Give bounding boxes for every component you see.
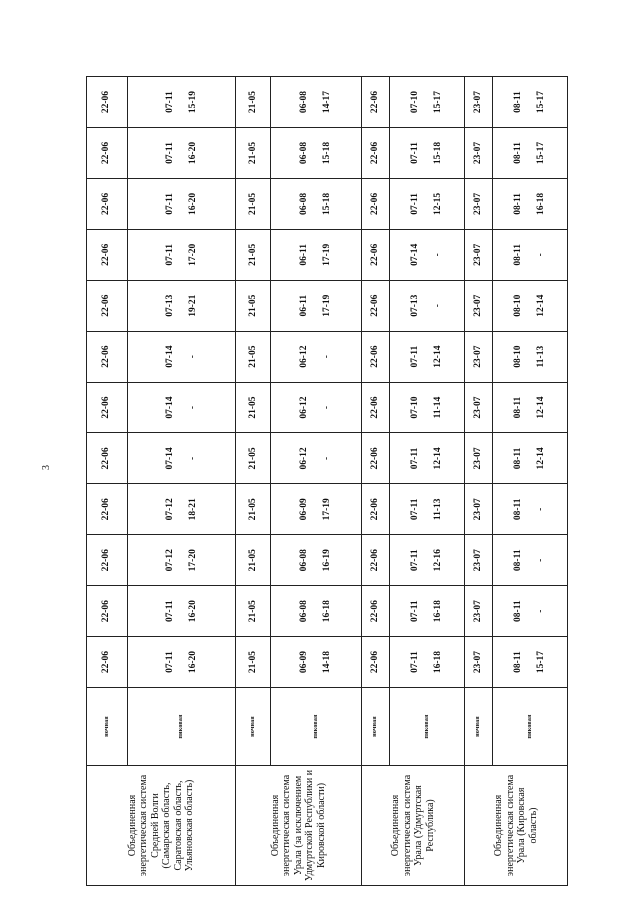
night-hours-cell: 22-06 [362,433,390,484]
peak-hours-cell [270,178,362,229]
tariff-table [86,76,568,886]
peak-evening-hours: - [187,405,198,410]
zone-label-peak: пиковая [390,688,465,766]
peak-morning-hours: 08-11 [513,91,524,113]
peak-evening-hours: 12-14 [536,447,547,470]
tariff-zones-table [86,76,568,886]
peak-evening-hours: - [433,253,444,257]
night-hours-cell: 22-06 [87,331,128,382]
peak-hours-cell [270,484,362,535]
peak-evening-hours: 11-13 [433,498,444,521]
peak-morning-hours: 08-11 [513,447,524,470]
peak-evening-hours: 16-20 [187,650,198,674]
peak-morning-hours: 07-12 [164,549,175,572]
night-hours-cell: 22-06 [87,128,128,179]
peak-hours-cell [127,229,235,280]
night-hours-cell: 22-06 [87,586,128,637]
night-hours-cell: 23-07 [465,586,493,637]
peak-evening-hours: 16-20 [187,600,198,623]
table-row-volga-night [87,77,128,886]
peak-morning-hours: 06-08 [299,549,310,572]
peak-morning-hours: 07-14 [410,243,421,266]
peak-hours-cell [127,77,235,128]
peak-evening-hours: 17-19 [322,498,332,521]
table-row-kirov-night [465,77,493,886]
peak-evening-hours: - [536,507,547,511]
peak-hours-cell [127,280,235,331]
peak-hours-cell [270,229,362,280]
night-hours-cell: 23-07 [465,433,493,484]
peak-hours-cell [270,535,362,586]
night-hours-cell: 21-05 [236,178,271,229]
peak-morning-hours: 08-11 [513,193,524,215]
table-row-ural-main-night [236,77,271,886]
peak-hours-cell [270,433,362,484]
peak-morning-hours: 07-11 [164,142,175,164]
peak-evening-hours: - [187,355,198,359]
peak-evening-hours: 15-17 [536,141,547,165]
peak-morning-hours: 08-11 [513,549,524,572]
peak-evening-hours: 15-18 [322,141,332,165]
peak-evening-hours: 14-18 [322,650,332,674]
peak-evening-hours: 15-18 [322,192,332,215]
peak-hours-cell [127,331,235,382]
peak-morning-hours: 07-11 [164,600,175,622]
night-hours-cell: 23-07 [465,637,493,688]
peak-hours-cell [493,229,568,280]
night-hours-cell: 23-07 [465,382,493,433]
peak-hours-cell [493,128,568,179]
peak-hours-cell [127,484,235,535]
night-hours-cell: 21-05 [236,637,271,688]
peak-morning-hours: 06-08 [299,141,310,165]
night-hours-cell: 22-06 [362,331,390,382]
peak-evening-hours: 18-21 [187,498,198,521]
peak-evening-hours: - [536,558,547,562]
night-hours-cell: 21-05 [236,280,271,331]
peak-morning-hours: 06-11 [299,243,310,266]
peak-evening-hours: 14-17 [322,90,332,114]
night-hours-cell: 21-05 [236,586,271,637]
peak-evening-hours: 12-15 [433,192,444,215]
peak-hours-cell [127,637,235,688]
peak-evening-hours: 16-18 [322,600,332,623]
night-hours-cell: 22-06 [87,280,128,331]
peak-evening-hours: 12-14 [433,345,444,368]
peak-evening-hours: 15-19 [187,90,198,114]
night-hours-cell: 23-07 [465,331,493,382]
peak-morning-hours: 06-12 [299,396,310,419]
peak-evening-hours: 12-14 [536,294,547,317]
peak-morning-hours: 07-11 [164,651,175,673]
night-hours-cell: 22-06 [362,280,390,331]
night-hours-cell: 21-05 [236,484,271,535]
peak-hours-cell [493,178,568,229]
peak-morning-hours: 07-14 [164,396,175,419]
peak-morning-hours: 07-11 [410,447,421,470]
peak-evening-hours: 12-14 [433,447,444,470]
night-hours-cell: 23-07 [465,229,493,280]
peak-hours-cell [127,128,235,179]
peak-hours-cell [493,586,568,637]
peak-hours-cell [390,586,465,637]
peak-hours-cell [270,586,362,637]
peak-hours-cell [493,77,568,128]
peak-morning-hours: 07-11 [410,549,421,572]
peak-morning-hours: 07-14 [164,447,175,470]
peak-hours-cell [270,331,362,382]
peak-evening-hours: 17-20 [187,243,198,266]
peak-hours-cell [390,331,465,382]
peak-hours-cell [390,77,465,128]
peak-morning-hours: 07-10 [410,396,421,419]
peak-hours-cell [127,382,235,433]
peak-morning-hours: 07-11 [410,142,421,164]
peak-hours-cell [493,280,568,331]
zone-label-night: ночная [362,688,390,766]
peak-hours-cell [390,229,465,280]
peak-hours-cell [493,433,568,484]
peak-morning-hours: 08-10 [513,294,524,317]
night-hours-cell: 21-05 [236,128,271,179]
page-number: 3 [41,465,52,470]
peak-morning-hours: 07-14 [164,345,175,368]
peak-evening-hours: 12-16 [433,549,444,572]
peak-morning-hours: 07-11 [164,243,175,266]
night-hours-cell: 21-05 [236,382,271,433]
peak-hours-cell [127,535,235,586]
peak-hours-cell [127,433,235,484]
peak-evening-hours: - [536,253,547,257]
peak-morning-hours: 06-12 [299,447,310,470]
peak-hours-cell [127,586,235,637]
peak-hours-cell [493,331,568,382]
region-label-ural-main: Объединенная энергетическая система Урала (за исключением Удмуртской Республики и Кировской области) [236,766,362,886]
peak-evening-hours: - [322,456,332,461]
night-hours-cell: 21-05 [236,535,271,586]
night-hours-cell: 23-07 [465,77,493,128]
night-hours-cell: 22-06 [362,77,390,128]
table-row-udmurtia-night [362,77,390,886]
peak-evening-hours: 15-17 [536,650,547,674]
peak-hours-cell [390,535,465,586]
peak-evening-hours: 17-19 [322,294,332,317]
zone-label-peak: пиковая [270,688,362,766]
night-hours-cell: 22-06 [362,535,390,586]
peak-morning-hours: 07-11 [410,498,421,521]
region-label-volga: Объединенная энергетическая система Средней Волги (Самарская область, Саратовская область, Ульяновская область) [87,766,236,886]
peak-evening-hours: 15-18 [433,141,444,165]
peak-hours-cell [270,637,362,688]
peak-morning-hours: 07-13 [164,294,175,317]
peak-hours-cell [493,637,568,688]
table-row-kirov-peak [493,77,568,886]
peak-evening-hours: - [322,405,332,410]
peak-morning-hours: 07-13 [410,294,421,317]
peak-morning-hours: 08-11 [513,243,524,266]
peak-morning-hours: 08-11 [513,651,524,673]
peak-morning-hours: 06-12 [299,345,310,368]
night-hours-cell: 21-05 [236,433,271,484]
zone-label-night: ночная [236,688,271,766]
peak-evening-hours: 16-18 [536,192,547,215]
peak-evening-hours: - [322,355,332,359]
peak-evening-hours: 19-21 [187,294,198,317]
peak-hours-cell [390,484,465,535]
night-hours-cell: 22-06 [362,229,390,280]
peak-hours-cell [390,382,465,433]
peak-evening-hours: - [433,304,444,308]
peak-morning-hours: 08-11 [513,498,524,521]
peak-morning-hours: 08-11 [513,142,524,164]
peak-evening-hours: - [536,609,547,613]
night-hours-cell: 23-07 [465,178,493,229]
night-hours-cell: 22-06 [87,229,128,280]
peak-hours-cell [127,178,235,229]
peak-morning-hours: 08-10 [513,345,524,368]
peak-morning-hours: 06-11 [299,294,310,317]
night-hours-cell: 22-06 [87,484,128,535]
night-hours-cell: 23-07 [465,535,493,586]
peak-evening-hours: 17-20 [187,549,198,572]
peak-morning-hours: 07-11 [410,651,421,673]
peak-hours-cell [493,484,568,535]
peak-hours-cell [493,535,568,586]
peak-morning-hours: 07-10 [410,90,421,114]
peak-morning-hours: 06-08 [299,192,310,215]
peak-hours-cell [390,178,465,229]
peak-hours-cell [390,280,465,331]
peak-evening-hours: 12-14 [536,396,547,419]
table-body [87,77,568,886]
night-hours-cell: 23-07 [465,484,493,535]
peak-evening-hours: 16-18 [433,650,444,674]
night-hours-cell: 22-06 [362,382,390,433]
table-row-udmurtia-peak [390,77,465,886]
peak-evening-hours: 16-18 [433,600,444,623]
peak-evening-hours: 11-13 [536,345,547,368]
table-row-volga-peak [127,77,235,886]
peak-morning-hours: 07-11 [410,193,421,215]
night-hours-cell: 22-06 [362,128,390,179]
table-row-ural-main-peak [270,77,362,886]
peak-morning-hours: 07-11 [164,91,175,113]
peak-morning-hours: 06-09 [299,650,310,674]
night-hours-cell: 22-06 [362,178,390,229]
peak-morning-hours: 08-11 [513,600,524,622]
peak-evening-hours: - [187,456,198,461]
night-hours-cell: 22-06 [87,178,128,229]
peak-morning-hours: 07-11 [410,600,421,622]
peak-evening-hours: 16-20 [187,141,198,165]
peak-hours-cell [270,77,362,128]
peak-hours-cell [493,382,568,433]
peak-hours-cell [270,128,362,179]
night-hours-cell: 22-06 [362,586,390,637]
zone-label-peak: пиковая [493,688,568,766]
peak-hours-cell [270,280,362,331]
zone-label-night: ночная [465,688,493,766]
peak-morning-hours: 07-12 [164,498,175,521]
peak-morning-hours: 06-08 [299,90,310,114]
region-label-kirov: Объединенная энергетическая система Урала (Кировская область) [465,766,568,886]
peak-morning-hours: 08-11 [513,396,524,419]
night-hours-cell: 22-06 [87,77,128,128]
peak-evening-hours: 17-19 [322,243,332,266]
peak-hours-cell [390,433,465,484]
peak-morning-hours: 06-08 [299,600,310,623]
peak-hours-cell [390,637,465,688]
night-hours-cell: 22-06 [362,484,390,535]
night-hours-cell: 22-06 [87,535,128,586]
night-hours-cell: 22-06 [362,637,390,688]
night-hours-cell: 21-05 [236,331,271,382]
peak-evening-hours: 11-14 [433,396,444,419]
night-hours-cell: 22-06 [87,382,128,433]
peak-morning-hours: 07-11 [410,345,421,368]
night-hours-cell: 21-05 [236,77,271,128]
night-hours-cell: 23-07 [465,280,493,331]
zone-label-peak: пиковая [127,688,235,766]
zone-label-night: ночная [87,688,128,766]
peak-evening-hours: 16-20 [187,192,198,215]
peak-morning-hours: 06-09 [299,498,310,521]
peak-evening-hours: 16-19 [322,549,332,572]
night-hours-cell: 21-05 [236,229,271,280]
peak-evening-hours: 15-17 [536,90,547,114]
night-hours-cell: 22-06 [87,637,128,688]
region-label-udmurtia: Объединенная энергетическая система Урала (Удмуртская Республика) [362,766,465,886]
night-hours-cell: 23-07 [465,128,493,179]
peak-hours-cell [270,382,362,433]
peak-morning-hours: 07-11 [164,193,175,215]
night-hours-cell: 22-06 [87,433,128,484]
peak-evening-hours: 15-17 [433,90,444,114]
peak-hours-cell [390,128,465,179]
